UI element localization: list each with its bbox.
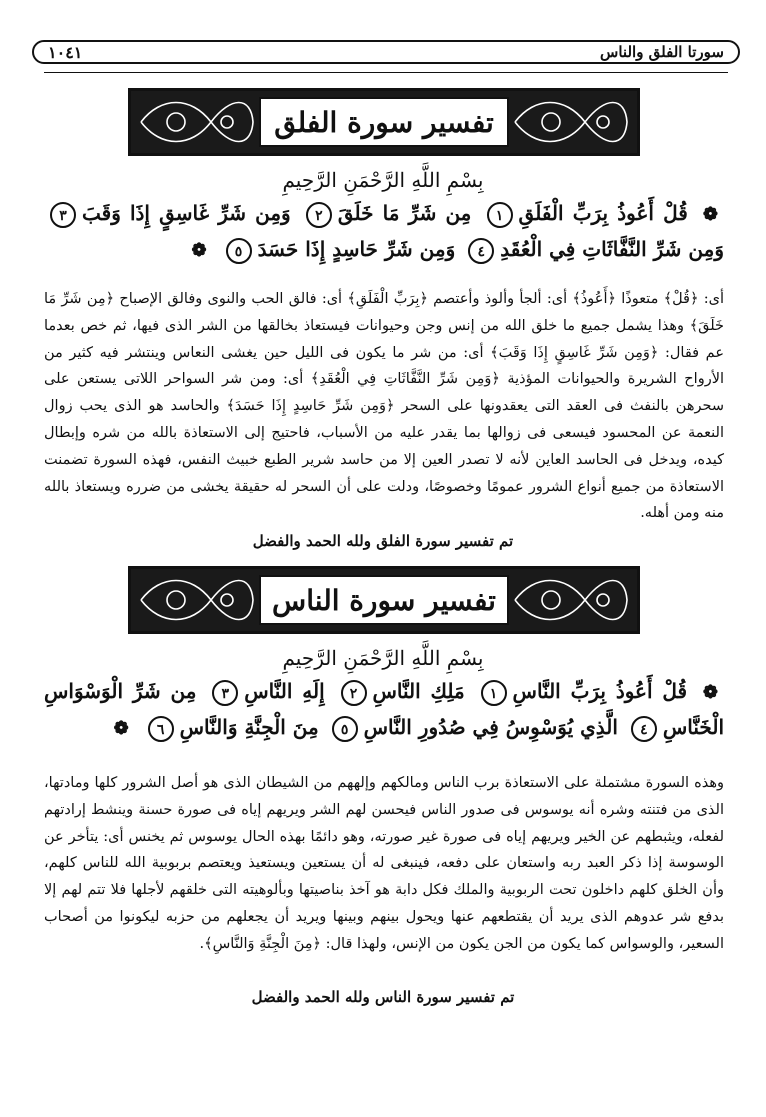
verse-text: مِن شَرِّ الْوَسْوَاسِ الْخَنَّاسِ [44, 679, 724, 739]
verse-text: وَمِن شَرِّ حَاسِدٍ إِذَا حَسَدَ [257, 237, 456, 261]
verse-number: ٢ [306, 202, 332, 228]
verse-number: ٤ [631, 716, 657, 742]
nas-title: تفسير سورة الناس [259, 575, 509, 625]
falaq-commentary: أى: ﴿قُلْ﴾ متعوذًا ﴿أَعُوذُ﴾ أى: ألجأ وألوذ وأعتصم ﴿بِرَبِّ الْفَلَقِ﴾ أى: فالق الحب والنوى وفالق الإصباح ﴿مِن شَرِّ مَا خَلَقَ﴾ وهذا يشمل جميع ما خلق الله من إنس وجن وحيوانات فيستعاذ بخالقها من الشر الذى فيها، ثم خص بعدما عم فقال: ﴿وَمِن شَرِّ غَاسِقٍ إِذَا وَقَبَ﴾ أى: من شر ما يكون فى الليل حين يغشى النعاس وينتشر فيه كثير من الأرواح الشريرة والحيوانات المؤذية ﴿وَمِن شَرِّ النَّفَّاثَاتِ فِي الْعُقَدِ﴾ أى: ومن شر السواحر اللاتى يستعن على سحرهن بالنفث فى العقد التى يعقدونها على السحر ﴿وَمِن شَرِّ حَاسِدٍ إِذَا حَسَدَ﴾ والحاسد هو الذى يحب زوال النعمة عن المحسود فيسعى فى زوالها بما يقدر عليه من الأسباب، فاحتيج إلى الاستعاذة بالله من شره وإبطال كيده، ويدخل فى الحاسد العاين لأنه لا تصدر العين إلا من حاسد شرير الطبع خبيث النفس، فهذه السورة تضمنت الاستعاذة من جميع أنواع الشرور عمومًا وخصوصًا، ودلت على أن السحر له حقيقة يخشى من ضرره ويستعاذ بالله منه ومن أهله. [44, 291, 724, 522]
falaq-title: تفسير سورة الفلق [259, 97, 509, 147]
verse-text: قُلْ أَعُوذُ بِرَبِّ الْفَلَقِ [518, 201, 688, 225]
ornament-end-icon: ❁ [113, 718, 129, 739]
verse-number: ٣ [212, 680, 238, 706]
verse-number: ١ [481, 680, 507, 706]
running-title: سورتا الفلق والناس [600, 43, 724, 61]
verse-number: ٥ [332, 716, 358, 742]
verse-text: الَّذِي يُوَسْوِسُ فِي صُدُورِ النَّاسِ [363, 715, 618, 739]
verse-number: ٤ [468, 238, 494, 264]
nas-title-banner [128, 566, 640, 634]
verse-text: مِن شَرِّ مَا خَلَقَ [337, 201, 472, 225]
verse-number: ٦ [148, 716, 174, 742]
ornament-start-icon: ❁ [702, 682, 719, 703]
verse-text: مِنَ الْجِنَّةِ وَالنَّاسِ [179, 715, 319, 739]
nas-basmala: بِسْمِ اللَّهِ الرَّحْمَنِ الرَّحِيمِ [282, 646, 484, 670]
verse-text: قُلْ أَعُوذُ بِرَبِّ النَّاسِ [512, 679, 688, 703]
nas-verses [44, 674, 724, 746]
page-number: ١٠٤١ [48, 42, 83, 62]
verse-text: وَمِن شَرِّ غَاسِقٍ إِذَا وَقَبَ [82, 201, 291, 225]
verse-text: إِلَهِ النَّاسِ [244, 679, 325, 703]
header-divider [44, 72, 728, 73]
verse-text: وَمِن شَرِّ النَّفَّاثَاتِ فِي الْعُقَدِ [500, 237, 724, 261]
verse-number: ٥ [226, 238, 252, 264]
verse-number: ٢ [341, 680, 367, 706]
verse-number: ٣ [50, 202, 76, 228]
falaq-closing: تم تفسير سورة الفلق ولله الحمد والفضل [252, 532, 514, 550]
ornament-start-icon: ❁ [702, 204, 719, 225]
page-header [32, 40, 740, 64]
falaq-title-banner [128, 88, 640, 156]
verse-number: ١ [487, 202, 513, 228]
nas-commentary: وهذه السورة مشتملة على الاستعاذة برب الناس ومالكهم وإلههم من الشيطان الذى هو أصل الشرور كلها ومادتها، الذى من فتنته وشره أنه يوسوس فى صدور الناس فيحسن لهم الشر ويريهم إياه فى صورة حسنة وينشط إرادتهم لفعله، ويثبطهم عن الخير ويريهم إياه فى صورة غير صورته، وهو دائمًا بهذه الحال يوسوس ثم يخنس أى: يتأخر عن الوسوسة إذا ذكر العبد ربه واستعان على دفعه، فينبغى له أن يستعين ويستعيذ ويعتصم بربوبية الله للناس كلهم، وأن الخلق كلهم داخلون تحت الربوبية والملك فكل دابة هو آخذ بناصيتها وبألوهيته التى خلقهم لأجلها فلا تتم لهم إلا بدفع شر عدوهم الذى يريد أن يقتطعهم عنها ويحول بينهم وبينها ويريد أن يجعلهم من حزبه ليكونوا من أصحاب السعير، والوسواس كما يكون من الجن يكون من الإنس، ولهذا قال: ﴿مِنَ الْجِنَّةِ وَالنَّاسِ﴾. [44, 775, 724, 952]
falaq-verses [44, 196, 724, 268]
nas-closing: تم تفسير سورة الناس ولله الحمد والفضل [251, 988, 515, 1006]
falaq-basmala: بِسْمِ اللَّهِ الرَّحْمَنِ الرَّحِيمِ [282, 168, 484, 192]
verse-text: مَلِكِ النَّاسِ [372, 679, 465, 703]
ornament-end-icon: ❁ [191, 240, 207, 261]
